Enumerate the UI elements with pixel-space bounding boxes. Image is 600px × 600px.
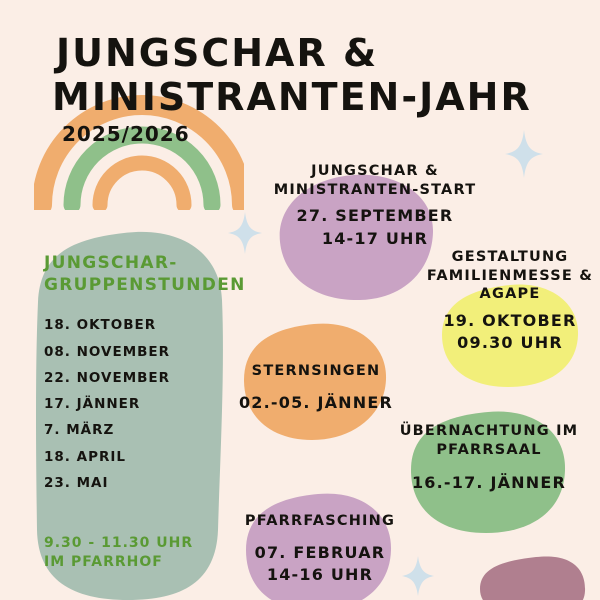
list-item: 17. JÄNNER xyxy=(44,396,141,413)
event-date-line-2: 14-16 UHR xyxy=(266,565,374,585)
event-heading-line-2: PFARRSAAL xyxy=(436,441,542,458)
event-sternsingen xyxy=(236,362,396,413)
group-dates-list xyxy=(44,312,216,496)
event-date-line-1: 07. FEBRUAR xyxy=(254,542,386,562)
list-item: 18. OKTOBER xyxy=(44,317,157,334)
title-line-1: JUNGSCHAR & xyxy=(56,31,379,75)
event-heading-line-2: FAMILIENMESSE & xyxy=(426,267,594,284)
group-footer-line-1: 9.30 - 11.30 UHR xyxy=(44,535,194,551)
event-heading-line-3: AGAPE xyxy=(479,286,541,303)
event-date-line-2: 14-17 UHR xyxy=(321,228,429,248)
blob-bottom-right xyxy=(478,555,588,600)
event-jungschar-ministranten-start xyxy=(268,162,482,249)
event-heading-line-2: MINISTRANTEN-START xyxy=(273,181,477,198)
sparkle-icon xyxy=(228,212,262,254)
group-title-line-1: JUNGSCHAR- xyxy=(44,253,178,273)
event-date-line-1: 02.-05. JÄNNER xyxy=(238,392,394,412)
jungschar-gruppenstunden-block xyxy=(44,252,246,496)
list-item: 23. MAI xyxy=(44,475,109,492)
event-uebernachtung-im-pfarrsaal xyxy=(398,422,580,494)
event-heading-line-1: ÜBERNACHTUNG IM xyxy=(399,423,579,439)
event-heading-line-1: STERNSINGEN xyxy=(251,363,381,379)
list-item: 08. NOVEMBER xyxy=(44,343,171,360)
event-date-line-1: 27. SEPTEMBER xyxy=(296,206,454,226)
list-item: 22. NOVEMBER xyxy=(44,369,171,386)
group-title-line-2: GRUPPENSTUNDEN xyxy=(44,275,246,296)
title-line-2: MINISTRANTEN-JAHR xyxy=(52,74,532,119)
event-heading-line-1: PFARRFASCHING xyxy=(244,513,396,529)
group-footer-line-2: IM PFARRHOF xyxy=(44,553,163,570)
event-date-line-1: 19. OKTOBER xyxy=(443,310,577,330)
list-item: 7. MÄRZ xyxy=(44,422,115,439)
event-date-line-2: 09.30 UHR xyxy=(457,333,563,353)
title-year: 2025/2026 xyxy=(62,121,190,146)
event-gestaltung-familienmesse-agape xyxy=(424,248,596,354)
event-heading-line-1: JUNGSCHAR & xyxy=(311,163,439,179)
group-footer-note xyxy=(44,534,234,572)
event-pfarrfasching xyxy=(232,512,408,585)
page-title xyxy=(52,31,532,146)
list-item: 18. APRIL xyxy=(44,448,126,465)
event-date-line-1: 16.-17. JÄNNER xyxy=(411,473,567,493)
event-heading-line-1: GESTALTUNG xyxy=(451,249,569,265)
group-title xyxy=(44,252,246,296)
